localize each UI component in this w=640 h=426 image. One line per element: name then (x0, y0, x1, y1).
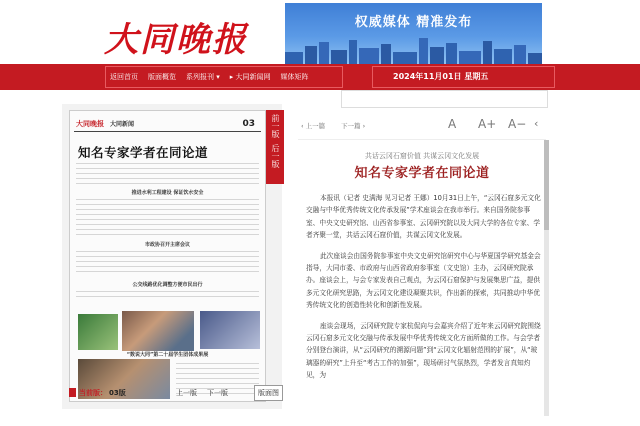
article-toolbar (298, 117, 546, 135)
main-nav (0, 64, 640, 90)
chevron-left-icon[interactable]: ‹ (534, 117, 539, 130)
text-line (76, 163, 259, 164)
paper-subhead-1[interactable]: 推进水利工程建设 保证饮水安全 (131, 190, 204, 196)
text-line (176, 363, 259, 364)
nav-news-site[interactable]: ▸ 大同新闻网 (229, 73, 271, 81)
text-line (76, 209, 259, 210)
nav-media-matrix[interactable]: 媒体矩阵 (280, 73, 309, 81)
paper-rule (74, 131, 261, 132)
text-line (76, 266, 259, 267)
text-line (76, 291, 259, 292)
current-page-label: 当前版： (79, 389, 107, 397)
site-logo[interactable]: 大同晚报 (104, 20, 248, 60)
prev-article-link[interactable]: ‹ 上一篇 (301, 122, 326, 130)
paper-section: 大同新闻 (110, 121, 135, 128)
page-thumbnail[interactable] (69, 110, 266, 402)
text-line (76, 214, 259, 215)
font-larger-button[interactable]: A+ (478, 117, 497, 131)
paper-logo: 大同晚报 (76, 120, 104, 128)
scrollbar-thumb[interactable] (544, 140, 549, 230)
text-line (76, 183, 259, 184)
next-article-link[interactable]: 下一篇 › (341, 122, 366, 130)
article-kicker: 共话云冈石窟价值 共谋云冈文化发展 (364, 152, 480, 160)
masthead (0, 0, 640, 64)
city-skyline-icon (285, 38, 542, 64)
page-icon (69, 388, 76, 397)
paper-page-no: 03 (242, 119, 255, 129)
nav-overview[interactable]: 版面概览 (148, 73, 176, 81)
font-smaller-button[interactable]: A− (508, 117, 527, 131)
article-scrollbar[interactable] (544, 140, 549, 416)
text-line (76, 219, 259, 220)
next-article-label: 下一篇 (341, 122, 361, 130)
article-body (306, 192, 542, 390)
text-line (76, 251, 259, 252)
page-directory-button[interactable]: 版面图 (254, 385, 283, 401)
text-line (76, 204, 259, 205)
article-paragraph: 座谈会现场，云冈研究院专家杭侃向与会嘉宾介绍了近年来云冈研究院围绕云冈石窟多元文化交融与传承发展中华优秀传统文化方面所做的工作。与会学者分别登台演讲，从“云冈研究的溯源问题”到“云冈文化辐射范围的扩展”，从“玻璃器的研究”上升至“考古工作的加强”，现场研讨气氛热烈，学者发言真知灼见，为 (306, 321, 541, 380)
current-date: 2024年11月01日 星期五 (393, 72, 489, 81)
text-line (76, 168, 259, 169)
text-line (176, 373, 259, 374)
text-line (76, 271, 259, 272)
prev-article-label: 上一篇 (305, 122, 326, 130)
current-page-value: 03版 (109, 389, 126, 397)
text-line (76, 261, 259, 262)
page-switch-tabs (266, 110, 284, 184)
article-paragraph: 本报讯（记者 史满海 见习记者 王娜）10月31日上午，“云冈石窟多元文化交融与中华优秀传统文化传承发展”学术座谈会在我市举行。来自国务院参事室、中央文史研究馆、山西省参事室、云冈研究院以及大同大学的各位专家、学者齐聚一堂，共话云冈石窟价值，共谋云冈文化发展。 (306, 194, 541, 240)
text-line (76, 296, 259, 297)
nav-series[interactable]: 系列报刊 ▾ (186, 73, 220, 81)
paper-subhead-4[interactable]: “数说大同”第二十届学生团体成果展 (126, 352, 209, 358)
nav-home[interactable]: 返回首页 (110, 73, 138, 81)
text-line (76, 178, 259, 179)
text-line (176, 383, 259, 384)
next-page-link[interactable]: 下一版 (207, 389, 228, 397)
paper-photo (78, 314, 118, 350)
text-line (76, 173, 259, 174)
text-line (176, 378, 259, 379)
text-line (176, 368, 259, 369)
ad-banner[interactable] (285, 3, 542, 64)
nav-links (105, 66, 343, 88)
article-panel (298, 139, 546, 426)
paper-subhead-3[interactable]: 公交线路优化调整方便市民出行 (132, 282, 203, 288)
article-paragraph: 此次座谈会由国务院参事室中央文史研究馆研究中心与华夏国学研究基金会指导，大同市委、市政府与山西省政府参事室（文史馆）主办，云冈研究院承办。座谈会上，与会专家发表自己观点，为云冈石窟保护与发展集思广益，提供多元文化研究思路，为云冈文化建设凝聚共识，作出新的探索，共同推动中华优秀传统文化的创造性转化和创新性发展。 (306, 251, 541, 310)
text-line (76, 256, 259, 257)
banner-slogan: 权威媒体 精准发布 (354, 15, 473, 30)
text-line (76, 234, 259, 235)
paper-subhead-2[interactable]: 市政协召开主席会议 (144, 242, 190, 248)
prev-page-tab[interactable]: 前一版 (271, 114, 280, 138)
prev-page-link[interactable]: 上一版 (176, 389, 197, 397)
page-pager (69, 385, 283, 401)
paper-photo (200, 311, 260, 349)
text-line (76, 224, 259, 225)
search-input[interactable] (341, 90, 548, 108)
paper-photo (122, 311, 194, 351)
text-line (76, 229, 259, 230)
article-title: 知名专家学者在同论道 (354, 166, 490, 181)
next-page-tab[interactable]: 后一版 (271, 144, 280, 168)
paper-headline[interactable]: 知名专家学者在同论道 (78, 145, 209, 160)
text-line (76, 199, 259, 200)
font-normal-button[interactable]: A (448, 117, 457, 131)
